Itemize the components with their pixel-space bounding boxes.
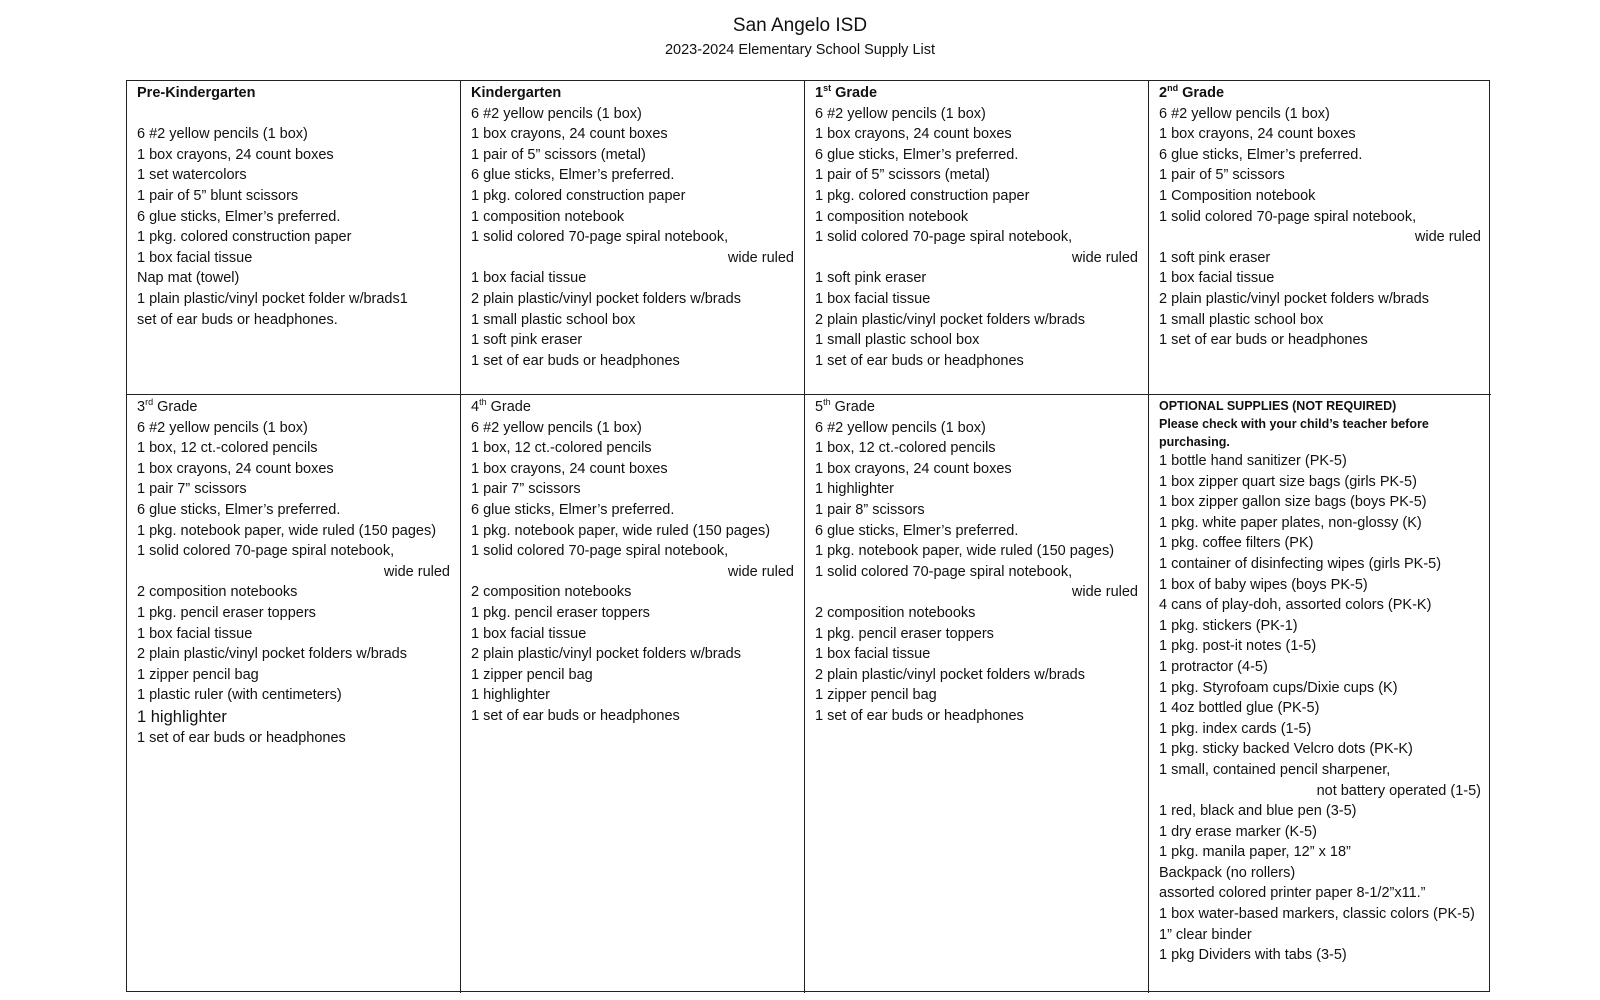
cell-title: 2nd Grade — [1159, 83, 1225, 101]
list-item: 1 pkg. coffee filters (PK) — [1159, 535, 1314, 552]
list-item: 1 pair 7” scissors — [137, 481, 247, 498]
list-item: wide ruled — [1071, 249, 1138, 266]
list-item: 6 #2 yellow pencils (1 box) — [137, 419, 308, 436]
list-item: 1 soft pink eraser — [815, 270, 927, 287]
list-item: 1 box crayons, 24 count boxes — [137, 460, 334, 477]
list-item: 1 soft pink eraser — [1159, 249, 1271, 266]
list-item: 1 box, 12 ct.-colored pencils — [471, 440, 652, 457]
list-item: 2 plain plastic/vinyl pocket folders w/brads — [1159, 290, 1429, 307]
cell-title: 3rd Grade — [137, 397, 198, 415]
list-item: 1 box crayons, 24 count boxes — [815, 126, 1012, 143]
list-item: 1 box facial tissue — [471, 625, 587, 642]
list-item: 1 pair 8” scissors — [815, 501, 925, 518]
list-item: 1 set of ear buds or headphones — [815, 707, 1024, 724]
list-item: wide ruled — [1414, 229, 1481, 246]
list-item: 1 pkg. pencil eraser toppers — [815, 625, 994, 642]
list-item: wide ruled — [1071, 584, 1138, 601]
list-item: 1 pair of 5” scissors (metal) — [471, 146, 646, 163]
list-item: 1 box crayons, 24 count boxes — [815, 460, 1012, 477]
list-item: 2 composition notebooks — [471, 584, 632, 601]
list-item: 1 box crayons, 24 count boxes — [137, 146, 334, 163]
optional-note: Please check with your child’s teacher before purchasing. — [1159, 417, 1429, 449]
list-item: 1 pkg. pencil eraser toppers — [137, 604, 316, 621]
list-item: 1 red, black and blue pen (3-5) — [1159, 803, 1357, 820]
list-item: 1 set watercolors — [137, 167, 247, 184]
list-item: 1 4oz bottled glue (PK-5) — [1159, 700, 1320, 717]
list-item: 1 box water-based markers, classic colors (PK-5) — [1159, 906, 1475, 923]
list-item: wide ruled — [727, 249, 794, 266]
list-item: Backpack (no rollers) — [1159, 864, 1296, 881]
list-item: 6 #2 yellow pencils (1 box) — [1159, 105, 1330, 122]
list-item: 1 highlighter — [815, 481, 894, 498]
list-item: 2 composition notebooks — [137, 584, 298, 601]
cell-optional-supplies — [1149, 395, 1491, 993]
list-item: 1 small plastic school box — [471, 311, 636, 328]
list-item: 1 small plastic school box — [1159, 311, 1324, 328]
list-item: 1 set of ear buds or headphones — [815, 352, 1024, 369]
list-item: not battery operated (1-5) — [1316, 782, 1481, 799]
list-item: 1 pkg. index cards (1-5) — [1159, 720, 1312, 737]
list-item: 2 plain plastic/vinyl pocket folders w/brads — [815, 311, 1085, 328]
list-item: 2 composition notebooks — [815, 604, 976, 621]
list-item: 6 glue sticks, Elmer’s preferred. — [471, 501, 675, 518]
list-item: 1 dry erase marker (K-5) — [1159, 823, 1317, 840]
list-item: wide ruled — [383, 563, 450, 580]
list-item: 1 soft pink eraser — [471, 332, 583, 349]
list-item: assorted colored printer paper 8-1/2”x11.” — [1159, 885, 1426, 902]
list-item: 1 pkg. colored construction paper — [815, 187, 1030, 204]
list-item: 1 plain plastic/vinyl pocket folder w/brads1 — [137, 290, 408, 307]
list-item: 1 pkg. manila paper, 12” x 18” — [1159, 844, 1351, 861]
list-item: 1 pair of 5” scissors (metal) — [815, 167, 990, 184]
list-item: 1 pkg. white paper plates, non-glossy (K) — [1159, 514, 1422, 531]
cell-grade-4 — [461, 395, 805, 993]
list-item: 1 box facial tissue — [815, 646, 931, 663]
list-item: 1 highlighter — [137, 707, 227, 726]
list-item: 2 plain plastic/vinyl pocket folders w/brads — [815, 666, 1085, 683]
list-item: 1 box crayons, 24 count boxes — [471, 460, 668, 477]
list-item: 2 plain plastic/vinyl pocket folders w/brads — [471, 290, 741, 307]
list-item: 1 solid colored 70-page spiral notebook, — [471, 543, 729, 560]
list-item: 1 pkg. Styrofoam cups/Dixie cups (K) — [1159, 679, 1398, 696]
cell-title: 5th Grade — [815, 397, 875, 415]
list-item: 1 Composition notebook — [1159, 187, 1316, 204]
list-item: 1 zipper pencil bag — [815, 687, 937, 704]
list-item: 1 box, 12 ct.-colored pencils — [137, 440, 318, 457]
list-item: 1 set of ear buds or headphones — [137, 729, 346, 746]
list-item: 1 pkg. post-it notes (1-5) — [1159, 638, 1317, 655]
list-item: 1 small, contained pencil sharpener, — [1159, 761, 1391, 778]
list-item: 1 box facial tissue — [815, 290, 931, 307]
list-item: 1 protractor (4-5) — [1159, 658, 1268, 675]
list-item: 6 glue sticks, Elmer’s preferred. — [137, 501, 341, 518]
cell-grade-3 — [127, 395, 461, 993]
list-item: 1 box zipper gallon size bags (boys PK-5) — [1159, 494, 1427, 511]
list-item: 1 box of baby wipes (boys PK-5) — [1159, 576, 1368, 593]
list-item: 6 glue sticks, Elmer’s preferred. — [137, 208, 341, 225]
list-item: 1 box zipper quart size bags (girls PK-5) — [1159, 473, 1417, 490]
list-item: 1 box facial tissue — [1159, 270, 1275, 287]
cell-title: Pre-Kindergarten — [137, 85, 256, 101]
list-item: 1 solid colored 70-page spiral notebook, — [815, 229, 1073, 246]
list-item: 1 set of ear buds or headphones — [471, 352, 680, 369]
list-item: 6 #2 yellow pencils (1 box) — [471, 419, 642, 436]
list-item: 1 box, 12 ct.-colored pencils — [815, 440, 996, 457]
list-item: wide ruled — [727, 563, 794, 580]
cell-title: 4th Grade — [471, 397, 531, 415]
list-item: 1 pkg. notebook paper, wide ruled (150 pages) — [471, 522, 771, 539]
list-item: 1 box crayons, 24 count boxes — [471, 126, 668, 143]
list-item: 1 pkg. colored construction paper — [471, 187, 686, 204]
list-item: 1 highlighter — [471, 687, 550, 704]
list-item: 1 pkg. notebook paper, wide ruled (150 pages) — [137, 522, 437, 539]
list-item: 1 zipper pencil bag — [137, 666, 259, 683]
list-item: 2 plain plastic/vinyl pocket folders w/brads — [471, 646, 741, 663]
list-item: 1 box facial tissue — [471, 270, 587, 287]
list-item: 1 box crayons, 24 count boxes — [1159, 126, 1356, 143]
cell-grade-1 — [805, 81, 1149, 395]
cell-prek — [127, 81, 461, 395]
list-item: 1 pkg Dividers with tabs (3-5) — [1159, 947, 1347, 964]
cell-title: 1st Grade — [815, 83, 878, 101]
list-item: 1 composition notebook — [471, 208, 625, 225]
list-item: 1 composition notebook — [815, 208, 969, 225]
list-item: 6 #2 yellow pencils (1 box) — [471, 105, 642, 122]
list-item: 1 pkg. stickers (PK-1) — [1159, 617, 1298, 634]
list-item: 1 pkg. pencil eraser toppers — [471, 604, 650, 621]
list-item: 1 solid colored 70-page spiral notebook, — [471, 229, 729, 246]
list-item: Nap mat (towel) — [137, 270, 240, 287]
list-item: 2 plain plastic/vinyl pocket folders w/brads — [137, 646, 407, 663]
list-item: 1 set of ear buds or headphones — [471, 707, 680, 724]
list-item: 1 pair 7” scissors — [471, 481, 581, 498]
document-subtitle: 2023-2024 Elementary School Supply List — [664, 42, 936, 58]
list-item: 1 solid colored 70-page spiral notebook, — [1159, 208, 1417, 225]
list-item: 1 bottle hand sanitizer (PK-5) — [1159, 453, 1347, 469]
list-item: 1 solid colored 70-page spiral notebook, — [815, 563, 1073, 580]
list-item: 1 set of ear buds or headphones — [1159, 332, 1368, 349]
list-item: 1 solid colored 70-page spiral notebook, — [137, 543, 395, 560]
list-item: 1 box facial tissue — [137, 249, 253, 266]
list-item: 1 plastic ruler (with centimeters) — [137, 687, 342, 704]
list-item: 1 pkg. colored construction paper — [137, 229, 352, 246]
list-item: 6 glue sticks, Elmer’s preferred. — [471, 167, 675, 184]
list-item: 1 pkg. notebook paper, wide ruled (150 pages) — [815, 543, 1115, 560]
list-item: 1 pkg. sticky backed Velcro dots (PK-K) — [1159, 741, 1413, 758]
list-item: 6 glue sticks, Elmer’s preferred. — [1159, 146, 1363, 163]
supply-table — [126, 80, 1490, 992]
list-item: 1 small plastic school box — [815, 332, 980, 349]
optional-title: OPTIONAL SUPPLIES (NOT REQUIRED) — [1159, 399, 1397, 413]
list-item: 6 glue sticks, Elmer’s preferred. — [815, 522, 1019, 539]
list-item: 6 #2 yellow pencils (1 box) — [815, 419, 986, 436]
cell-grade-5 — [805, 395, 1149, 993]
list-item: 4 cans of play-doh, assorted colors (PK-K) — [1159, 597, 1432, 614]
cell-grade-2 — [1149, 81, 1491, 395]
list-item: set of ear buds or headphones. — [137, 311, 338, 328]
list-item: 6 glue sticks, Elmer’s preferred. — [815, 146, 1019, 163]
list-item: 1 box facial tissue — [137, 625, 253, 642]
cell-title: Kindergarten — [471, 85, 562, 101]
list-item: 1 pair of 5” scissors — [1159, 167, 1285, 184]
list-item: 1 zipper pencil bag — [471, 666, 593, 683]
list-item: 1” clear binder — [1159, 926, 1252, 943]
cell-kindergarten — [461, 81, 805, 395]
list-item: 1 container of disinfecting wipes (girls PK-5) — [1159, 555, 1442, 572]
document-title: San Angelo ISD — [732, 15, 868, 36]
list-item: 6 #2 yellow pencils (1 box) — [137, 126, 308, 143]
list-item: 6 #2 yellow pencils (1 box) — [815, 105, 986, 122]
list-item: 1 pair of 5” blunt scissors — [137, 187, 299, 204]
